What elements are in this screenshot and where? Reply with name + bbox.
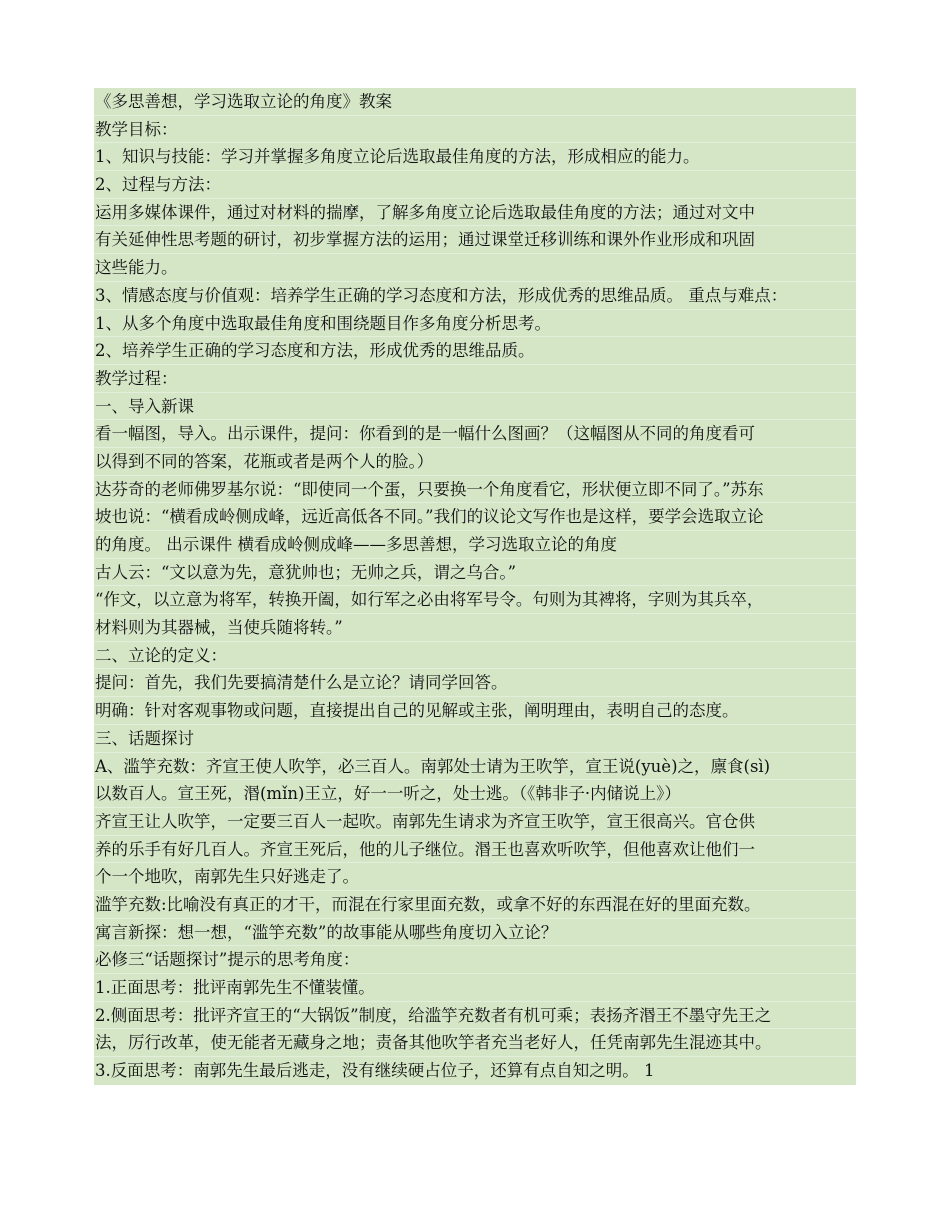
text-line: 明确：针对客观事物或问题，直接提出自己的见解或主张，阐明理由，表明自己的态度。: [94, 697, 856, 725]
text-line: 2、培养学生正确的学习态度和方法，形成优秀的思维品质。: [94, 337, 856, 365]
text-line: 寓言新探：想一想，“滥竽充数”的故事能从哪些角度切入立论？: [94, 919, 856, 947]
text-line: “作文，以立意为将军，转换开阖，如行军之必由将军号令。句则为其裨将，字则为其兵卒，: [94, 586, 856, 614]
text-line: 有关延伸性思考题的研讨，初步掌握方法的运用；通过课堂迁移训练和课外作业形成和巩固: [94, 226, 856, 254]
text-line: 以得到不同的答案，花瓶或者是两个人的脸。）: [94, 448, 856, 476]
text-line: 1、从多个角度中选取最佳角度和围绕题目作多角度分析思考。: [94, 310, 856, 338]
text-line: 运用多媒体课件，通过对材料的揣摩，了解多角度立论后选取最佳角度的方法；通过对文中: [94, 199, 856, 227]
section-heading: 教学过程：: [94, 365, 856, 393]
text-line: 养的乐手有好几百人。齐宣王死后，他的儿子继位。湣王也喜欢听吹竽，但他喜欢让他们一: [94, 836, 856, 864]
text-line: 法，厉行改革，使无能者无藏身之地；责备其他吹竽者充当老好人，任凭南郭先生混迹其中。: [94, 1029, 856, 1057]
text-line: 以数百人。宣王死，湣(mǐn)王立，好一一听之，处士逃。（《韩非子·内储说上》）: [94, 780, 856, 808]
text-line: 齐宣王让人吹竽，一定要三百人一起吹。南郭先生请求为齐宣王吹竽，宣王很高兴。官仓供: [94, 808, 856, 836]
text-line: 滥竽充数:比喻没有真正的才干，而混在行家里面充数，或拿不好的东西混在好的里面充数。: [94, 891, 856, 919]
text-line: 2.侧面思考：批评齐宣王的“大锅饭”制度，给滥竽充数者有机可乘；表扬齐湣王不墨守先王之: [94, 1002, 856, 1030]
document-page: [94, 88, 856, 1085]
section-heading: 二、立论的定义：: [94, 642, 856, 670]
text-line: A、滥竽充数：齐宣王使人吹竽，必三百人。南郭处士请为王吹竽，宣王说(yuè)之，廪食(sì): [94, 753, 856, 781]
text-line: 的角度。 出示课件 横看成岭侧成峰——多思善想，学习选取立论的角度: [94, 531, 856, 559]
text-line: 3.反面思考：南郭先生最后逃走，没有继续硬占位子，还算有点自知之明。 1: [95, 1061, 655, 1081]
text-line: 1.正面思考：批评南郭先生不懂装懂。: [94, 974, 856, 1002]
text-line: 古人云：“文以意为先，意犹帅也；无帅之兵，谓之乌合。”: [94, 559, 856, 587]
text-line: 材料则为其器械，当使兵随将转。”: [94, 614, 856, 642]
text-line: 看一幅图，导入。出示课件，提问：你看到的是一幅什么图画？（这幅图从不同的角度看可: [94, 420, 856, 448]
section-heading: 三、话题探讨: [94, 725, 856, 753]
text-line: 个一个地吹，南郭先生只好逃走了。: [94, 863, 856, 891]
text-line: 这些能力。: [94, 254, 856, 282]
text-line: 2、过程与方法：: [94, 171, 856, 199]
text-line: 1、知识与技能：学习并掌握多角度立论后选取最佳角度的方法，形成相应的能力。: [94, 143, 856, 171]
text-line: 提问：首先，我们先要搞清楚什么是立论？请同学回答。: [94, 669, 856, 697]
section-heading: 一、导入新课: [94, 393, 856, 421]
text-line: 必修三“话题探讨”提示的思考角度：: [94, 946, 856, 974]
document-title: 《多思善想，学习选取立论的角度》教案: [94, 88, 856, 116]
text-line: 3、情感态度与价值观：培养学生正确的学习态度和方法，形成优秀的思维品质。 重点与难点：: [94, 282, 856, 310]
text-line: 教学目标：: [94, 116, 856, 144]
text-line: 达芬奇的老师佛罗基尔说：“即使同一个蛋，只要换一个角度看它，形状便立即不同了。”苏东: [94, 476, 856, 504]
text-line: 坡也说：“横看成岭侧成峰，远近高低各不同。”我们的议论文写作也是这样，要学会选取立论: [94, 503, 856, 531]
